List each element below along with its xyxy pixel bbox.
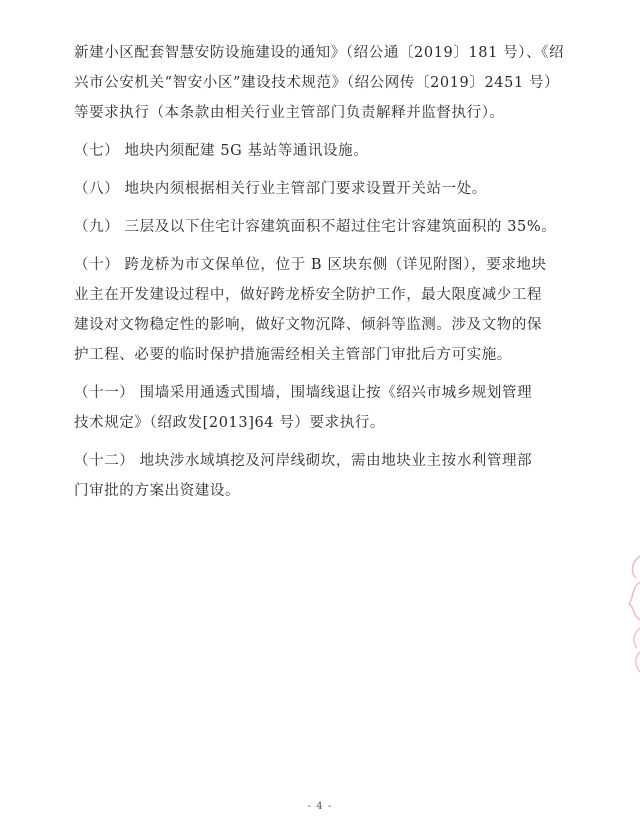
seal-fragment	[626, 548, 640, 678]
clause-12: （十二） 地块涉水域填挖及河岸线砌坎，需由地块业主按水利管理部	[74, 453, 533, 469]
clause-9: （九） 三层及以下住宅计容建筑面积不超过住宅计容建筑面积的 35%。	[74, 219, 557, 235]
body-line: 门审批的方案出资建设。	[74, 483, 241, 499]
clause-10: （十） 跨龙桥为市文保单位，位于 B 区块东侧（详见附图），要求地块	[74, 257, 547, 273]
body-line: 建设对文物稳定性的影响，做好文物沉降、倾斜等监测。涉及文物的保	[74, 317, 543, 333]
body-line: 新建小区配套智慧安防设施建设的通知》（绍公通〔2019〕181 号）、《绍	[74, 45, 565, 61]
document-body	[74, 38, 574, 506]
body-line: 兴市公安机关“智安小区”建设技术规范》（绍公网传〔2019〕2451 号）	[74, 75, 560, 91]
body-line: 业主在开发建设过程中，做好跨龙桥安全防护工作，最大限度减少工程	[74, 287, 543, 303]
clause-7: （七） 地块内须配建 5G 基站等通讯设施。	[74, 143, 369, 159]
clause-11: （十一） 围墙采用通透式围墙，围墙线退让按《绍兴市城乡规划管理	[74, 385, 533, 401]
body-line: 技术规定》（绍政发[2013]64 号）要求执行。	[74, 415, 386, 431]
body-line: 等要求执行（本条款由相关行业主管部门负责解释并监督执行）。	[74, 105, 505, 121]
page-number: - 4 -	[307, 801, 333, 812]
body-line: 护工程、必要的临时保护措施需经相关主管部门审批后方可实施。	[74, 347, 512, 363]
clause-8: （八） 地块内须根据相关行业主管部门要求设置开关站一处。	[74, 181, 487, 197]
